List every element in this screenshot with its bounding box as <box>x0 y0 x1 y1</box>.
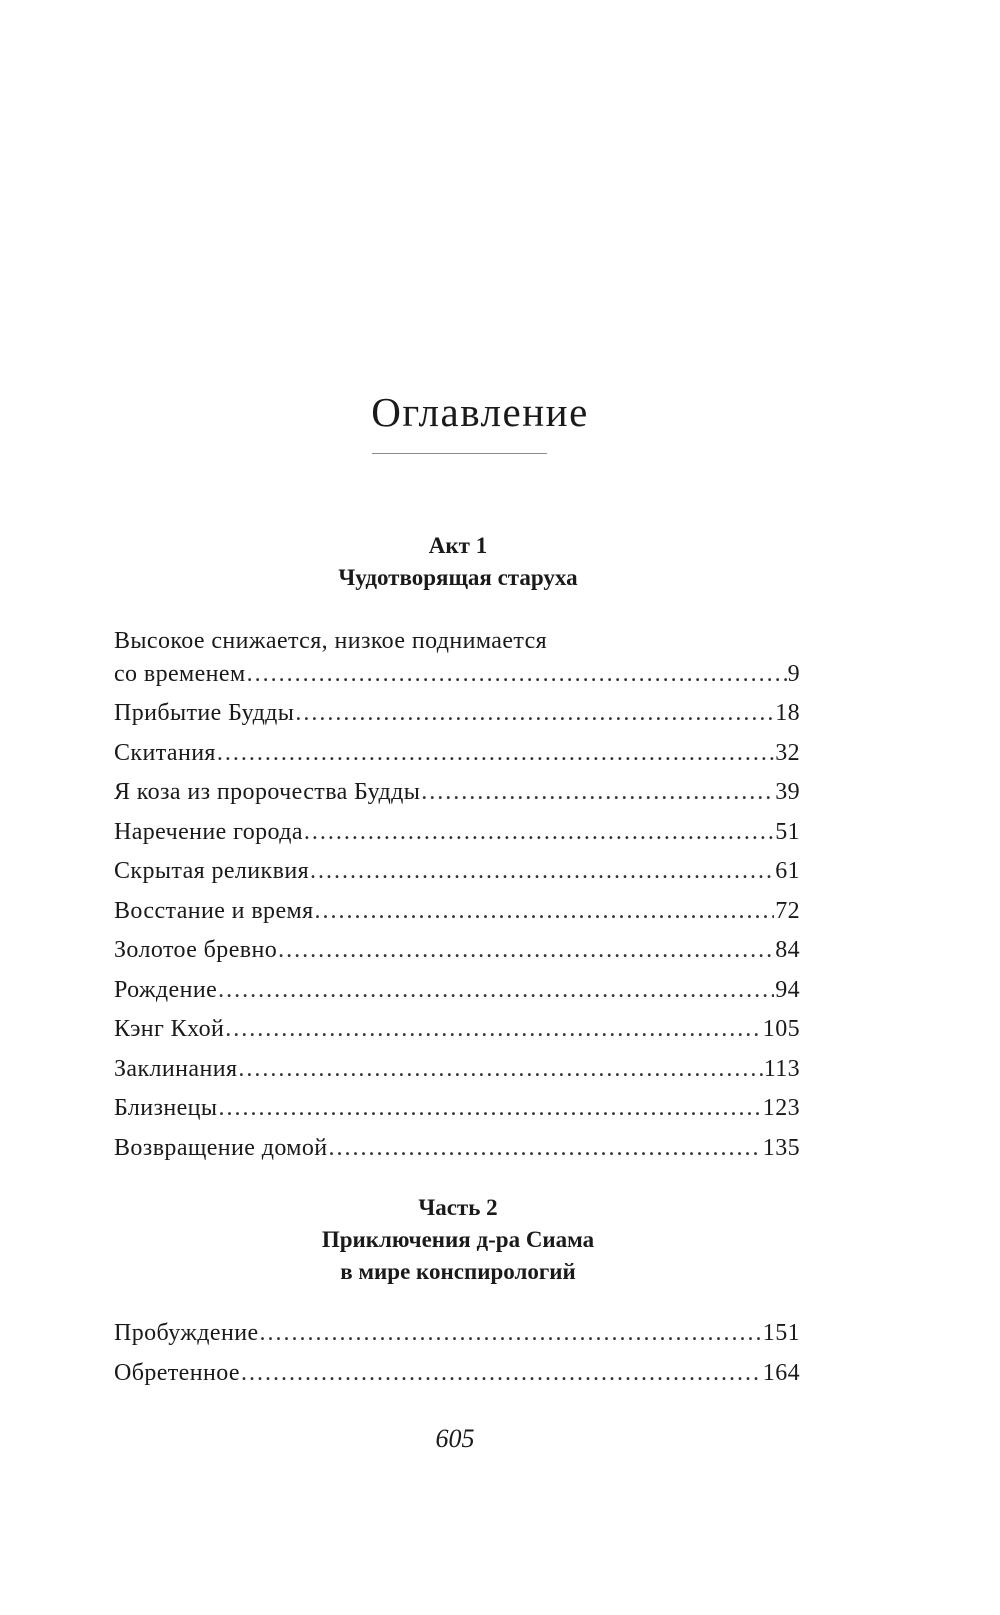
toc-page-number: 51 <box>775 818 800 845</box>
toc-list-part-2 <box>114 1314 800 1393</box>
toc-page-number: 39 <box>775 779 800 805</box>
dot-leader <box>241 1354 762 1394</box>
toc-entry-title: Возвращение домой <box>114 1134 328 1161</box>
section-subtitle-act-1: Чудотворящая старуха <box>338 565 578 590</box>
dot-leader <box>304 813 774 853</box>
dot-leader <box>329 1129 762 1169</box>
toc-page-number: 151 <box>762 1320 800 1346</box>
toc-entry-title: Прибытие Будды <box>114 700 295 726</box>
toc-entry[interactable] <box>114 892 800 932</box>
toc-page-number: 164 <box>762 1359 800 1386</box>
dot-leader <box>310 852 774 892</box>
dot-leader <box>295 694 774 734</box>
toc-entry-title: Обретенное <box>114 1359 240 1386</box>
toc-entry[interactable] <box>114 1354 800 1394</box>
dot-leader <box>260 1314 762 1354</box>
page-title: Оглавление <box>371 389 589 435</box>
toc-entry-title: Кэнг Кхой <box>114 1016 225 1042</box>
dot-leader <box>315 892 775 932</box>
toc-entry[interactable] <box>114 1050 800 1090</box>
dot-leader <box>247 655 787 695</box>
toc-entry[interactable] <box>114 694 800 734</box>
toc-page-number: 9 <box>787 660 800 687</box>
dot-leader <box>218 971 774 1011</box>
toc-entry-title: Я коза из пророчества Будды <box>114 779 421 805</box>
title-divider <box>372 453 547 454</box>
toc-page-number: 105 <box>762 1016 800 1042</box>
toc-entry-title: Восстание и время <box>114 897 314 924</box>
dot-leader <box>218 1089 761 1129</box>
toc-entry[interactable] <box>114 852 800 892</box>
toc-page-number: 18 <box>775 700 800 726</box>
toc-entry-title: Скрытая реликвия <box>114 858 310 884</box>
section-subtitle-part-2-line-1: Приключения д-ра Сиама <box>321 1227 595 1252</box>
dot-leader <box>421 773 774 813</box>
toc-entry-title: Рождение <box>114 976 218 1003</box>
toc-page-number: 113 <box>763 1055 800 1082</box>
toc-page-number: 72 <box>775 897 800 924</box>
toc-page-number: 135 <box>762 1134 800 1161</box>
toc-entry[interactable] <box>114 1129 800 1169</box>
toc-entry[interactable] <box>114 734 800 774</box>
dot-leader <box>278 931 774 971</box>
toc-page-number: 94 <box>775 976 800 1003</box>
toc-entry-title: Заклинания <box>114 1055 238 1082</box>
toc-entry-title-line-1: Высокое снижается, низкое поднимается <box>114 628 548 654</box>
toc-entry[interactable] <box>114 971 800 1011</box>
toc-page-number: 32 <box>775 739 800 766</box>
toc-page-number: 123 <box>762 1095 800 1121</box>
toc-entry-title: Пробуждение <box>114 1320 259 1346</box>
page-number-folio: 605 <box>435 1424 475 1453</box>
section-label-act-1: Акт 1 <box>428 533 488 558</box>
toc-page-number: 61 <box>775 858 800 884</box>
toc-entry[interactable] <box>114 1314 800 1354</box>
dot-leader <box>217 734 774 774</box>
toc-entry-title: Близнецы <box>114 1095 218 1121</box>
section-label-part-2: Часть 2 <box>418 1195 498 1220</box>
dot-leader <box>225 1010 762 1050</box>
toc-entry-title-line-2: со временем <box>114 660 246 687</box>
toc-entry-title: Золотое бревно <box>114 937 278 963</box>
toc-entry[interactable] <box>114 622 800 694</box>
toc-entry[interactable] <box>114 931 800 971</box>
toc-entry[interactable] <box>114 1010 800 1050</box>
toc-entry[interactable] <box>114 1089 800 1129</box>
toc-page-number: 84 <box>775 937 800 963</box>
toc-entry-title: Скитания <box>114 739 216 766</box>
toc-list-act-1 <box>114 622 800 1168</box>
dot-leader <box>238 1050 762 1090</box>
toc-entry-title: Наречение города <box>114 818 303 845</box>
toc-entry[interactable] <box>114 773 800 813</box>
toc-entry[interactable] <box>114 813 800 853</box>
section-subtitle-part-2-line-2: в мире конспирологий <box>340 1259 576 1284</box>
